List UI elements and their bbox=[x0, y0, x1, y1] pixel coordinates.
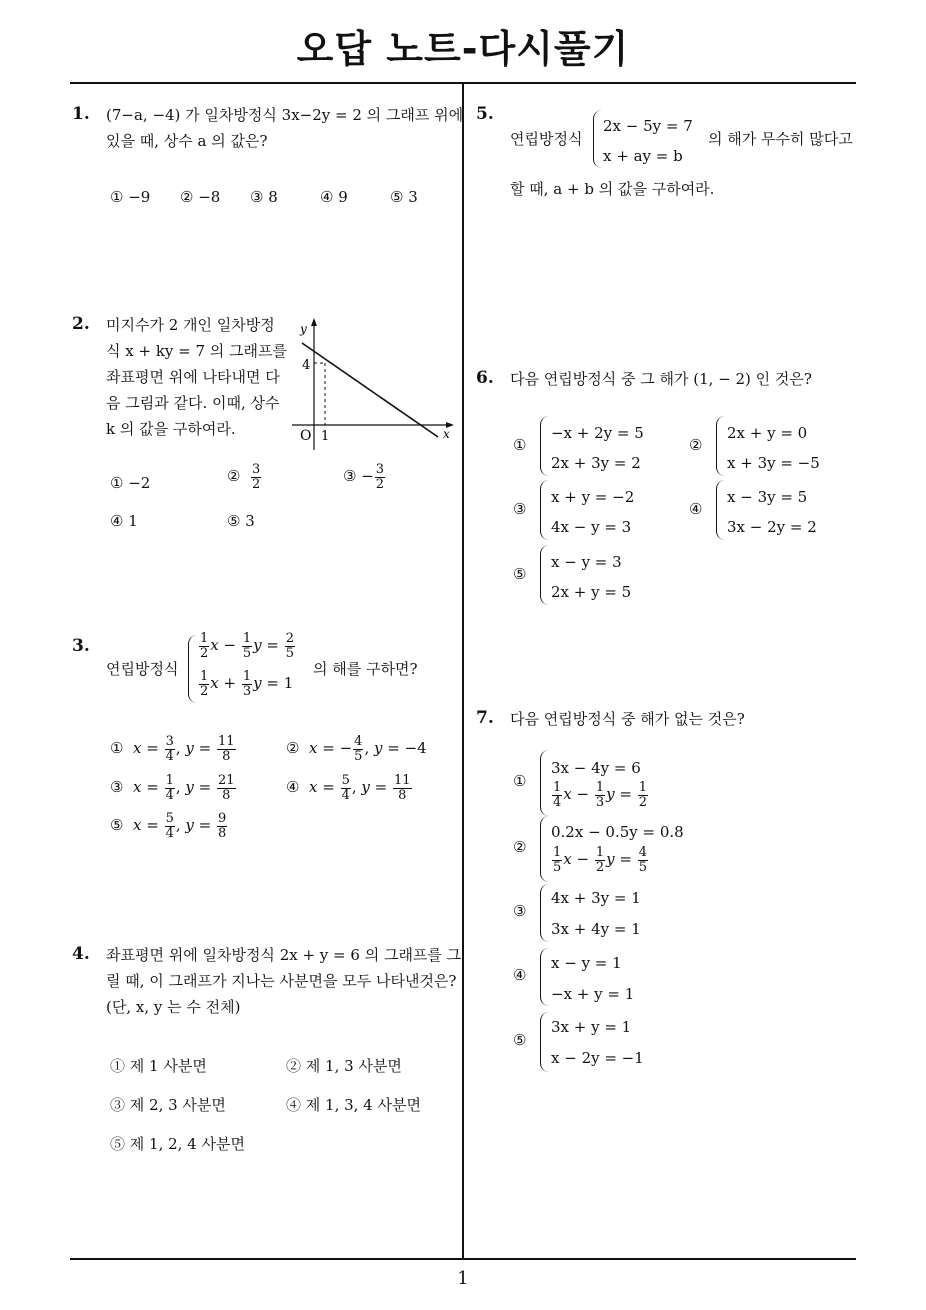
option-mark: ③ bbox=[513, 902, 527, 920]
system-brace bbox=[540, 750, 551, 816]
option-mark: ④ bbox=[689, 500, 703, 518]
question-4-choice-1[interactable]: ① 제 1 사분면 bbox=[110, 1057, 207, 1075]
option-eq2: 3x − 2y = 2 bbox=[727, 518, 817, 536]
option-mark: ② bbox=[689, 436, 703, 454]
option-eq1: x − 3y = 5 bbox=[727, 488, 808, 506]
question-4-text-line1: 좌표평면 위에 일차방정식 2x + y = 6 의 그래프를 그 bbox=[106, 946, 462, 964]
question-1-text-line1: (7−a, −4) 가 일차방정식 3x−2y = 2 의 그래프 위에 bbox=[106, 106, 464, 124]
question-3-choice-4[interactable]: ④ x = $\frac{5}{4}$ , y = $\frac{11}{8}$ bbox=[286, 773, 411, 803]
option-eq1: 0.2x − 0.5y = 0.8 bbox=[551, 823, 684, 841]
system-brace bbox=[716, 480, 727, 540]
graph-x-tick: 1 bbox=[321, 429, 330, 444]
graph-y-label: y bbox=[300, 322, 307, 336]
option-eq1: 4x + 3y = 1 bbox=[551, 889, 641, 907]
option-eq2: 3x + 4y = 1 bbox=[551, 920, 641, 938]
question-4-text-line3: (단, x, y 는 수 전체) bbox=[106, 998, 241, 1016]
system-brace bbox=[540, 545, 551, 605]
question-2-choice-5[interactable]: ⑤ 3 bbox=[227, 512, 255, 530]
graph-x-label: x bbox=[443, 427, 450, 441]
question-1-number: 1. bbox=[72, 104, 90, 124]
question-1-choice-1[interactable]: ① −9 bbox=[110, 188, 151, 206]
system-brace bbox=[540, 480, 551, 540]
option-eq1: 3x − 4y = 6 bbox=[551, 759, 641, 777]
question-2-text-line3: 좌표평면 위에 나타내면 다 bbox=[106, 368, 280, 386]
page-number: 1 bbox=[457, 1268, 469, 1289]
system-brace bbox=[540, 816, 551, 882]
choice-mark: ② bbox=[227, 467, 241, 486]
option-mark: ② bbox=[513, 838, 527, 856]
question-1-choice-5[interactable]: ⑤ 3 bbox=[390, 188, 418, 206]
question-3-choice-5[interactable]: ⑤ x = $\frac{5}{4}$ , y = $\frac{9}{8}$ bbox=[110, 811, 227, 841]
question-2-number: 2. bbox=[72, 314, 90, 334]
footer-rule bbox=[70, 1258, 856, 1260]
option-mark: ③ bbox=[513, 500, 527, 518]
option-eq2: 4x − y = 3 bbox=[551, 518, 632, 536]
option-eq2: 2x + 3y = 2 bbox=[551, 454, 641, 472]
question-4-choice-4[interactable]: ④ 제 1, 3, 4 사분면 bbox=[286, 1096, 421, 1114]
option-mark: ④ bbox=[513, 966, 527, 984]
question-3-number: 3. bbox=[72, 636, 90, 656]
choice-mark: ③ − bbox=[343, 467, 374, 486]
question-3-choice-3[interactable]: ③ x = $\frac{1}{4}$ , y = $\frac{21}{8}$ bbox=[110, 773, 235, 803]
question-7-number: 7. bbox=[476, 708, 494, 728]
fraction: $\frac{3}{2}$ bbox=[375, 462, 385, 492]
option-eq1: 2x + y = 0 bbox=[727, 424, 808, 442]
question-5-number: 5. bbox=[476, 104, 494, 124]
option-mark: ⑤ bbox=[513, 565, 527, 583]
question-6-number: 6. bbox=[476, 368, 494, 388]
system-brace bbox=[540, 948, 551, 1006]
question-4-choice-2[interactable]: ② 제 1, 3 사분면 bbox=[286, 1057, 402, 1075]
question-3-tail: 의 해를 구하면? bbox=[313, 660, 418, 678]
question-7-text: 다음 연립방정식 중 해가 없는 것은? bbox=[510, 710, 745, 728]
graph-y-tick: 4 bbox=[302, 358, 311, 373]
question-1-choice-3[interactable]: ③ 8 bbox=[250, 188, 278, 206]
option-eq1: 3x + y = 1 bbox=[551, 1018, 632, 1036]
question-1-choice-4[interactable]: ④ 9 bbox=[320, 188, 348, 206]
system-brace bbox=[540, 416, 551, 476]
question-5-lead: 연립방정식 bbox=[510, 130, 583, 148]
question-4-number: 4. bbox=[72, 944, 90, 964]
question-4-text-line2: 릴 때, 이 그래프가 지나는 사분면을 모두 나타낸것은? bbox=[106, 972, 457, 990]
question-2-text-line5: k 의 값을 구하여라. bbox=[106, 420, 236, 438]
question-2-choice-1[interactable]: ① −2 bbox=[110, 474, 151, 492]
question-5-eq2: x + ay = b bbox=[603, 147, 683, 165]
system-brace bbox=[540, 1012, 551, 1072]
option-eq2: $\frac{1}{4}$ x − $\frac{1}{3}$ y = $\frac{1}{2}$ bbox=[553, 780, 648, 810]
question-2-text-line4: 음 그림과 같다. 이때, 상수 bbox=[106, 394, 280, 412]
question-3-choice-2[interactable]: ② x = − $\frac{4}{5}$ , y = −4 bbox=[286, 734, 427, 764]
question-5-text-line2: 할 때, a + b 의 값을 구하여라. bbox=[510, 180, 715, 198]
option-eq1: x − y = 3 bbox=[551, 553, 622, 571]
question-4-choice-5[interactable]: ⑤ 제 1, 2, 4 사분면 bbox=[110, 1135, 245, 1153]
graph-origin: O bbox=[300, 428, 312, 444]
question-2-choice-3[interactable] bbox=[343, 463, 386, 491]
question-2-choice-2[interactable] bbox=[227, 463, 262, 491]
question-1-choice-2[interactable]: ② −8 bbox=[180, 188, 221, 206]
question-2-choice-4[interactable]: ④ 1 bbox=[110, 512, 138, 530]
system-brace bbox=[716, 416, 727, 476]
graph-line bbox=[302, 343, 438, 437]
option-mark: ① bbox=[513, 772, 527, 790]
page-title: 오답 노트-다시풀기 bbox=[296, 27, 630, 71]
option-eq2: x − 2y = −1 bbox=[551, 1049, 644, 1067]
question-6-text: 다음 연립방정식 중 그 해가 (1, − 2) 인 것은? bbox=[510, 370, 812, 388]
question-5-eq1: 2x − 5y = 7 bbox=[603, 117, 693, 135]
question-1-text-line2: 있을 때, 상수 a 의 값은? bbox=[106, 132, 268, 150]
question-4-choice-3[interactable]: ③ 제 2, 3 사분면 bbox=[110, 1096, 226, 1114]
option-eq1: −x + 2y = 5 bbox=[551, 424, 644, 442]
question-2-text-line2: 식 x + ky = 7 의 그래프를 bbox=[106, 342, 288, 360]
question-3-choice-1[interactable]: ① x = $\frac{3}{4}$ , y = $\frac{11}{8}$ bbox=[110, 734, 235, 764]
option-eq2: −x + y = 1 bbox=[551, 985, 635, 1003]
question-5-tail: 의 해가 무수히 많다고 bbox=[708, 130, 853, 148]
question-3-lead: 연립방정식 bbox=[106, 660, 179, 678]
system-brace bbox=[540, 884, 551, 942]
question-2-text-line1: 미지수가 2 개인 일차방정 bbox=[106, 316, 275, 334]
option-eq1: x − y = 1 bbox=[551, 954, 622, 972]
option-eq1: x + y = −2 bbox=[551, 488, 635, 506]
column-divider bbox=[462, 83, 464, 1260]
option-mark: ⑤ bbox=[513, 1031, 527, 1049]
option-eq2: $\frac{1}{5}$ x − $\frac{1}{2}$ y = $\frac{4}{5}$ bbox=[553, 845, 648, 875]
fraction: $\frac{3}{2}$ bbox=[252, 462, 261, 492]
option-eq2: 2x + y = 5 bbox=[551, 583, 632, 601]
question-2-graph bbox=[292, 315, 462, 455]
option-mark: ① bbox=[513, 436, 527, 454]
option-eq2: x + 3y = −5 bbox=[727, 454, 820, 472]
